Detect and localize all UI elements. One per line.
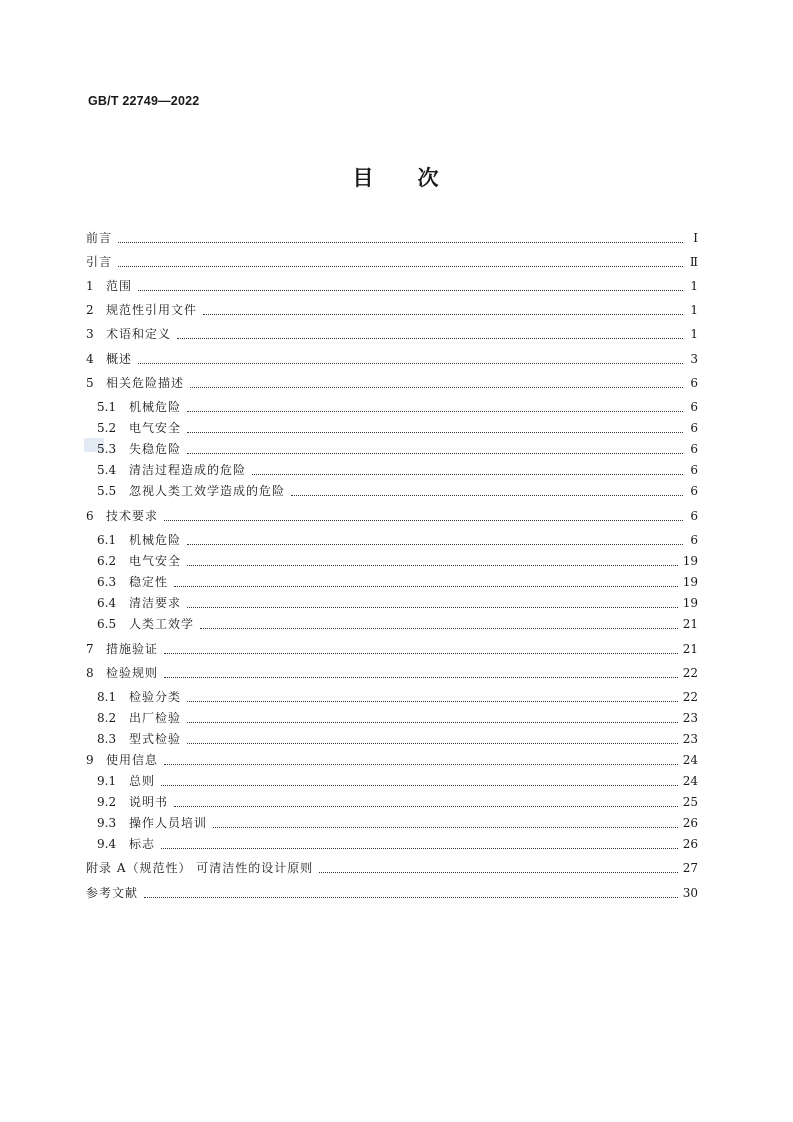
toc-entry-number: 6.4 — [97, 596, 117, 610]
toc-entry-label: 技术要求 — [106, 509, 159, 523]
toc-entry-label: 检验规则 — [106, 666, 159, 680]
toc-entry[interactable] — [86, 815, 698, 831]
toc-entry[interactable] — [86, 230, 698, 246]
toc-entry-page: 6 — [690, 400, 698, 414]
toc-entry-number: 8.3 — [97, 732, 117, 746]
toc-entry[interactable] — [86, 665, 698, 681]
toc-entry-page: 23 — [682, 711, 698, 725]
toc-entry-label: 检验分类 — [129, 690, 182, 704]
toc-entry[interactable] — [86, 483, 698, 499]
toc-entry[interactable] — [86, 641, 698, 657]
toc-entry-number: 9.2 — [97, 795, 117, 809]
toc-entry-label: 引言 — [86, 255, 113, 269]
toc-entry-label: 相关危险描述 — [106, 376, 185, 390]
toc-entry[interactable] — [86, 532, 698, 548]
toc-entry-page: 1 — [690, 327, 698, 341]
toc-entry-number: 5.4 — [97, 463, 117, 477]
toc-entry-label: 机械危险 — [129, 533, 182, 547]
toc-entry[interactable] — [86, 574, 698, 590]
toc-entry[interactable] — [86, 553, 698, 569]
toc-entry-page: 26 — [682, 837, 698, 851]
toc-entry-label: 附录 A（规范性） 可清洁性的设计原则 — [86, 861, 314, 875]
toc-entry-label: 前言 — [86, 231, 113, 245]
toc-entry[interactable] — [86, 794, 698, 810]
toc-entry-page: 6 — [690, 421, 698, 435]
toc-entry-label: 稳定性 — [129, 575, 169, 589]
toc-entry-label: 出厂检验 — [129, 711, 182, 725]
toc-leader-dots — [200, 628, 678, 629]
toc-entry-page: 22 — [682, 666, 698, 680]
toc-entry-label: 使用信息 — [106, 753, 159, 767]
toc-entry-page: 6 — [690, 509, 698, 523]
toc-entry-label: 规范性引用文件 — [106, 303, 198, 317]
toc-entry-number: 6.5 — [97, 617, 117, 631]
toc-leader-dots — [174, 586, 678, 587]
toc-leader-dots — [138, 363, 683, 364]
toc-entry[interactable] — [86, 885, 698, 901]
toc-leader-dots — [252, 474, 683, 475]
toc-entry[interactable] — [86, 326, 698, 342]
toc-entry-page: 24 — [682, 774, 698, 788]
toc-entry-number: 8.1 — [97, 690, 117, 704]
toc-entry-page: 1 — [690, 279, 698, 293]
toc-leader-dots — [187, 743, 678, 744]
toc-entry-page: Ⅱ — [689, 255, 698, 269]
toc-leader-dots — [187, 565, 678, 566]
toc-entry-page: 21 — [682, 642, 698, 656]
toc-entry[interactable] — [86, 399, 698, 415]
toc-entry-label: 忽视人类工效学造成的危险 — [129, 484, 286, 498]
toc-entry-label: 术语和定义 — [106, 327, 172, 341]
toc-entry-number: 6.2 — [97, 554, 117, 568]
toc-entry[interactable] — [86, 731, 698, 747]
toc-entry-page: 19 — [682, 596, 698, 610]
toc-leader-dots — [144, 897, 678, 898]
toc-entry-number: 5.1 — [97, 400, 117, 414]
toc-entry-page: 6 — [690, 376, 698, 390]
toc-leader-dots — [187, 544, 683, 545]
toc-leader-dots — [164, 677, 678, 678]
toc-entry[interactable] — [86, 351, 698, 367]
toc-entry-label: 电气安全 — [129, 421, 182, 435]
toc-entry-page: 30 — [682, 886, 698, 900]
toc-leader-dots — [174, 806, 678, 807]
toc-entry-number: 5 — [86, 376, 94, 390]
toc-entry-label: 措施验证 — [106, 642, 159, 656]
toc-entry[interactable] — [86, 302, 698, 318]
toc-leader-dots — [118, 266, 683, 267]
toc-entry[interactable] — [86, 773, 698, 789]
toc-entry[interactable] — [86, 508, 698, 524]
toc-leader-dots — [203, 314, 683, 315]
toc-entry-number: 5.3 — [97, 442, 117, 456]
toc-leader-dots — [161, 785, 678, 786]
toc-entry-label: 电气安全 — [129, 554, 182, 568]
toc-leader-dots — [187, 722, 678, 723]
toc-entry[interactable] — [86, 689, 698, 705]
toc-entry[interactable] — [86, 836, 698, 852]
toc-entry-page: 3 — [690, 352, 698, 366]
toc-entry[interactable] — [86, 254, 698, 270]
toc-entry[interactable] — [86, 860, 698, 876]
toc-entry-page: 24 — [682, 753, 698, 767]
page-title — [0, 162, 793, 192]
toc-entry-label: 清洁过程造成的危险 — [129, 463, 247, 477]
toc-entry-page: 1 — [690, 303, 698, 317]
toc-entry-number: 6 — [86, 509, 94, 523]
toc-entry[interactable] — [86, 462, 698, 478]
toc-entry-number: 9.1 — [97, 774, 117, 788]
toc-leader-dots — [187, 432, 683, 433]
toc-entry-number: 6.3 — [97, 575, 117, 589]
toc-entry-label: 概述 — [106, 352, 133, 366]
toc-leader-dots — [213, 827, 678, 828]
toc-entry-number: 9.3 — [97, 816, 117, 830]
toc-entry-label: 标志 — [129, 837, 156, 851]
toc-entry-page: 6 — [690, 533, 698, 547]
toc-entry-label: 说明书 — [129, 795, 169, 809]
toc-leader-dots — [164, 653, 678, 654]
toc-entry-page: 6 — [690, 484, 698, 498]
toc-entry[interactable] — [86, 616, 698, 632]
toc-entry-number: 9.4 — [97, 837, 117, 851]
toc-leader-dots — [177, 338, 683, 339]
toc-leader-dots — [161, 848, 678, 849]
toc-leader-dots — [187, 411, 683, 412]
toc-entry-label: 操作人员培训 — [129, 816, 208, 830]
toc-entry-label: 范围 — [106, 279, 133, 293]
toc-entry-page: 27 — [682, 861, 698, 875]
toc-entry[interactable] — [86, 595, 698, 611]
toc-entry[interactable] — [86, 752, 698, 768]
toc-leader-dots — [291, 495, 683, 496]
toc-entry-page: 19 — [682, 575, 698, 589]
toc-entry-number: 3 — [86, 327, 94, 341]
toc-entry-label: 参考文献 — [86, 886, 139, 900]
toc-entry-label: 失稳危险 — [129, 442, 182, 456]
toc-entry-number: 7 — [86, 642, 94, 656]
toc-entry-number: 9 — [86, 753, 94, 767]
toc-entry-number: 5.5 — [97, 484, 117, 498]
toc-leader-dots — [187, 453, 683, 454]
standard-code: GB/T 22749—2022 — [88, 94, 200, 108]
toc-leader-dots — [319, 872, 677, 873]
toc-entry-number: 4 — [86, 352, 94, 366]
toc-entry[interactable] — [86, 420, 698, 436]
toc-entry-page: 6 — [690, 442, 698, 456]
toc-entry-page: 22 — [682, 690, 698, 704]
toc-entry-page: 21 — [682, 617, 698, 631]
toc-entry-page: 19 — [682, 554, 698, 568]
toc-entry[interactable] — [86, 278, 698, 294]
toc-leader-dots — [187, 701, 678, 702]
toc-leader-dots — [164, 764, 678, 765]
toc-leader-dots — [190, 387, 683, 388]
title-char-2: 次 — [417, 165, 441, 190]
toc-entry[interactable] — [86, 375, 698, 391]
toc-entry-page: 26 — [682, 816, 698, 830]
toc-entry-label: 机械危险 — [129, 400, 182, 414]
toc-entry-page: 23 — [682, 732, 698, 746]
toc-entry-page: 6 — [690, 463, 698, 477]
title-char-1: 目 — [352, 165, 376, 190]
toc-leader-dots — [118, 242, 683, 243]
toc-entry-number: 2 — [86, 303, 94, 317]
toc-entry-label: 型式检验 — [129, 732, 182, 746]
toc-entry-number: 5.2 — [97, 421, 117, 435]
toc-entry-label: 人类工效学 — [129, 617, 195, 631]
toc-entry[interactable] — [86, 441, 698, 457]
toc-entry-label: 总则 — [129, 774, 156, 788]
toc-leader-dots — [187, 607, 678, 608]
toc-leader-dots — [164, 520, 683, 521]
toc-entry-page: 25 — [682, 795, 698, 809]
toc-entry-label: 清洁要求 — [129, 596, 182, 610]
toc-entry[interactable] — [86, 710, 698, 726]
toc-entry-number: 6.1 — [97, 533, 117, 547]
toc-entry-page: Ⅰ — [693, 231, 698, 245]
toc-entry-number: 1 — [86, 279, 94, 293]
toc-entry-number: 8 — [86, 666, 94, 680]
toc-leader-dots — [138, 290, 683, 291]
toc-entry-number: 8.2 — [97, 711, 117, 725]
